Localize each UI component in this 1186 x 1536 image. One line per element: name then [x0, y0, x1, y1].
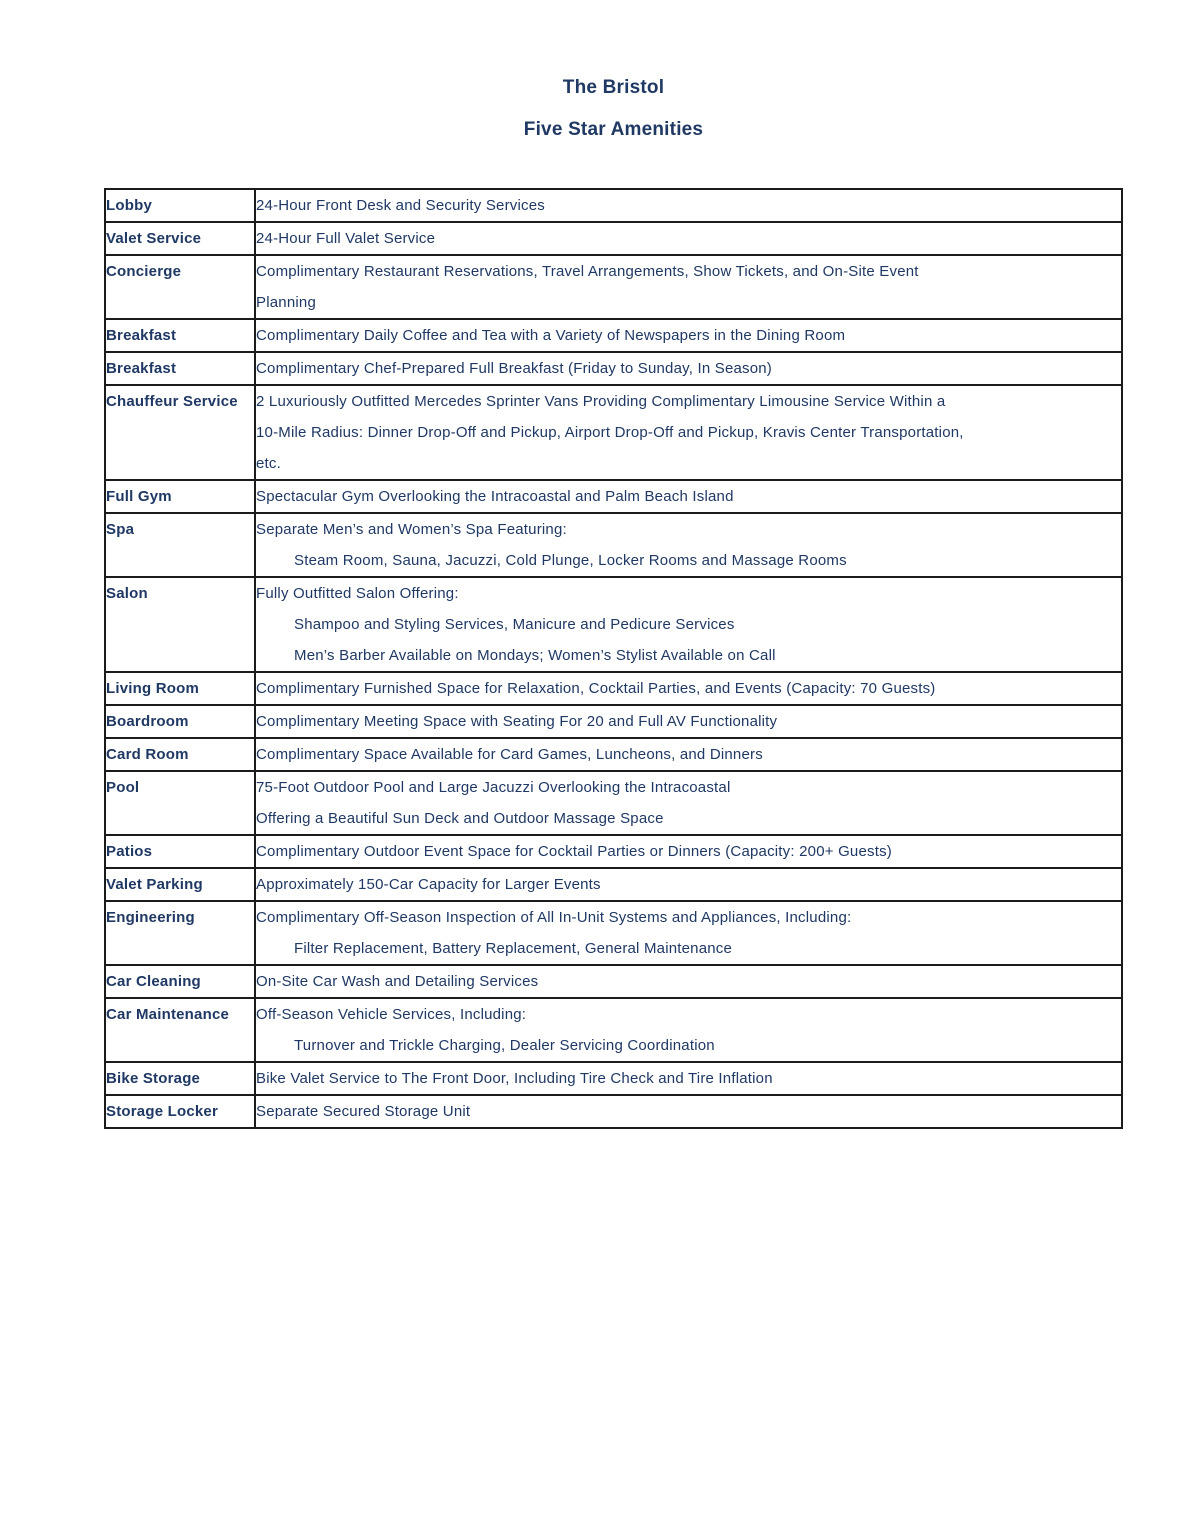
description-line: Complimentary Outdoor Event Space for Cocktail Parties or Dinners (Capacity: 200+ Guests) [256, 843, 892, 860]
description-line: Shampoo and Styling Services, Manicure and Pedicure Services [294, 616, 735, 633]
description-line: 24-Hour Full Valet Service [256, 230, 436, 247]
table-row [105, 1095, 1122, 1128]
page-subtitle: Five Star Amenities [523, 119, 704, 140]
description-line: Steam Room, Sauna, Jacuzzi, Cold Plunge, Locker Rooms and Massage Rooms [294, 552, 847, 569]
table-row [105, 319, 1122, 352]
document-page [104, 76, 1123, 1129]
table-row [105, 705, 1122, 738]
table-row [105, 222, 1122, 255]
table-row [105, 513, 1122, 577]
description-line: Men’s Barber Available on Mondays; Women’s Stylist Available on Call [294, 647, 776, 664]
amenity-name: Valet Service [105, 222, 255, 255]
description-line: On-Site Car Wash and Detailing Services [256, 973, 539, 990]
description-line: Turnover and Trickle Charging, Dealer Servicing Coordination [294, 1037, 715, 1054]
amenity-description [255, 385, 1122, 480]
description-line: Complimentary Off-Season Inspection of All In-Unit Systems and Appliances, Including: [256, 909, 852, 926]
amenity-name: Boardroom [105, 705, 255, 738]
amenity-name: Chauffeur Service [105, 385, 255, 480]
table-row [105, 480, 1122, 513]
description-line: Spectacular Gym Overlooking the Intracoastal and Palm Beach Island [256, 488, 734, 505]
table-row [105, 835, 1122, 868]
description-line: Complimentary Chef-Prepared Full Breakfast (Friday to Sunday, In Season) [256, 360, 773, 377]
table-row [105, 965, 1122, 998]
amenity-description [255, 705, 1122, 738]
amenities-table [104, 188, 1123, 1129]
amenity-name: Storage Locker [105, 1095, 255, 1128]
description-line: Separate Men’s and Women’s Spa Featuring: [256, 521, 567, 538]
description-line: Off-Season Vehicle Services, Including: [256, 1006, 527, 1023]
description-line: Offering a Beautiful Sun Deck and Outdoor Massage Space [256, 810, 664, 827]
description-line: 24-Hour Front Desk and Security Services [256, 197, 545, 214]
description-line: 2 Luxuriously Outfitted Mercedes Sprinter Vans Providing Complimentary Limousine Service Within a [256, 393, 946, 410]
table-row [105, 255, 1122, 319]
amenity-description [255, 577, 1122, 672]
amenity-name: Engineering [105, 901, 255, 965]
amenity-name: Breakfast [105, 319, 255, 352]
amenity-description [255, 513, 1122, 577]
amenity-name: Car Maintenance [105, 998, 255, 1062]
amenity-description [255, 998, 1122, 1062]
table-row [105, 901, 1122, 965]
amenity-description [255, 672, 1122, 705]
table-row [105, 352, 1122, 385]
table-row [105, 998, 1122, 1062]
amenity-description [255, 738, 1122, 771]
table-row [105, 189, 1122, 222]
description-line: 10-Mile Radius: Dinner Drop-Off and Pickup, Airport Drop-Off and Pickup, Kravis Center Transportation, [256, 424, 964, 441]
description-line: 75-Foot Outdoor Pool and Large Jacuzzi Overlooking the Intracoastal [256, 779, 731, 796]
amenity-name: Breakfast [105, 352, 255, 385]
amenity-description [255, 868, 1122, 901]
amenity-name: Bike Storage [105, 1062, 255, 1095]
description-line: Fully Outfitted Salon Offering: [256, 585, 459, 602]
amenity-description [255, 255, 1122, 319]
amenity-name: Valet Parking [105, 868, 255, 901]
description-line: Filter Replacement, Battery Replacement, General Maintenance [294, 940, 733, 957]
table-row [105, 672, 1122, 705]
amenity-description [255, 1062, 1122, 1095]
amenity-name: Salon [105, 577, 255, 672]
amenity-name: Lobby [105, 189, 255, 222]
amenity-description [255, 480, 1122, 513]
description-line: Complimentary Restaurant Reservations, Travel Arrangements, Show Tickets, and On-Site Event [256, 263, 919, 280]
description-line: Separate Secured Storage Unit [256, 1103, 471, 1120]
amenity-name: Car Cleaning [105, 965, 255, 998]
amenity-description [255, 965, 1122, 998]
description-line: Planning [256, 294, 316, 311]
table-row [105, 868, 1122, 901]
table-row [105, 771, 1122, 835]
amenity-name: Living Room [105, 672, 255, 705]
amenities-table-body [105, 189, 1122, 1128]
amenity-name: Concierge [105, 255, 255, 319]
table-row [105, 385, 1122, 480]
amenity-description [255, 222, 1122, 255]
description-line: Complimentary Space Available for Card Games, Luncheons, and Dinners [256, 746, 763, 763]
description-line: Complimentary Meeting Space with Seating For 20 and Full AV Functionality [256, 713, 778, 730]
amenity-name: Pool [105, 771, 255, 835]
amenity-description [255, 319, 1122, 352]
amenity-description [255, 901, 1122, 965]
description-line: Complimentary Furnished Space for Relaxation, Cocktail Parties, and Events (Capacity: 70 Guests) [256, 680, 936, 697]
description-line: Approximately 150-Car Capacity for Larger Events [256, 876, 601, 893]
table-row [105, 738, 1122, 771]
description-line: Bike Valet Service to The Front Door, Including Tire Check and Tire Inflation [256, 1070, 773, 1087]
amenity-name: Full Gym [105, 480, 255, 513]
amenity-name: Patios [105, 835, 255, 868]
description-line: etc. [256, 455, 281, 472]
table-row [105, 577, 1122, 672]
amenity-description [255, 771, 1122, 835]
amenity-description [255, 1095, 1122, 1128]
amenity-name: Spa [105, 513, 255, 577]
description-line: Complimentary Daily Coffee and Tea with a Variety of Newspapers in the Dining Room [256, 327, 846, 344]
amenity-description [255, 189, 1122, 222]
amenity-name: Card Room [105, 738, 255, 771]
page-title: The Bristol [562, 77, 665, 98]
amenity-description [255, 835, 1122, 868]
table-row [105, 1062, 1122, 1095]
amenity-description [255, 352, 1122, 385]
